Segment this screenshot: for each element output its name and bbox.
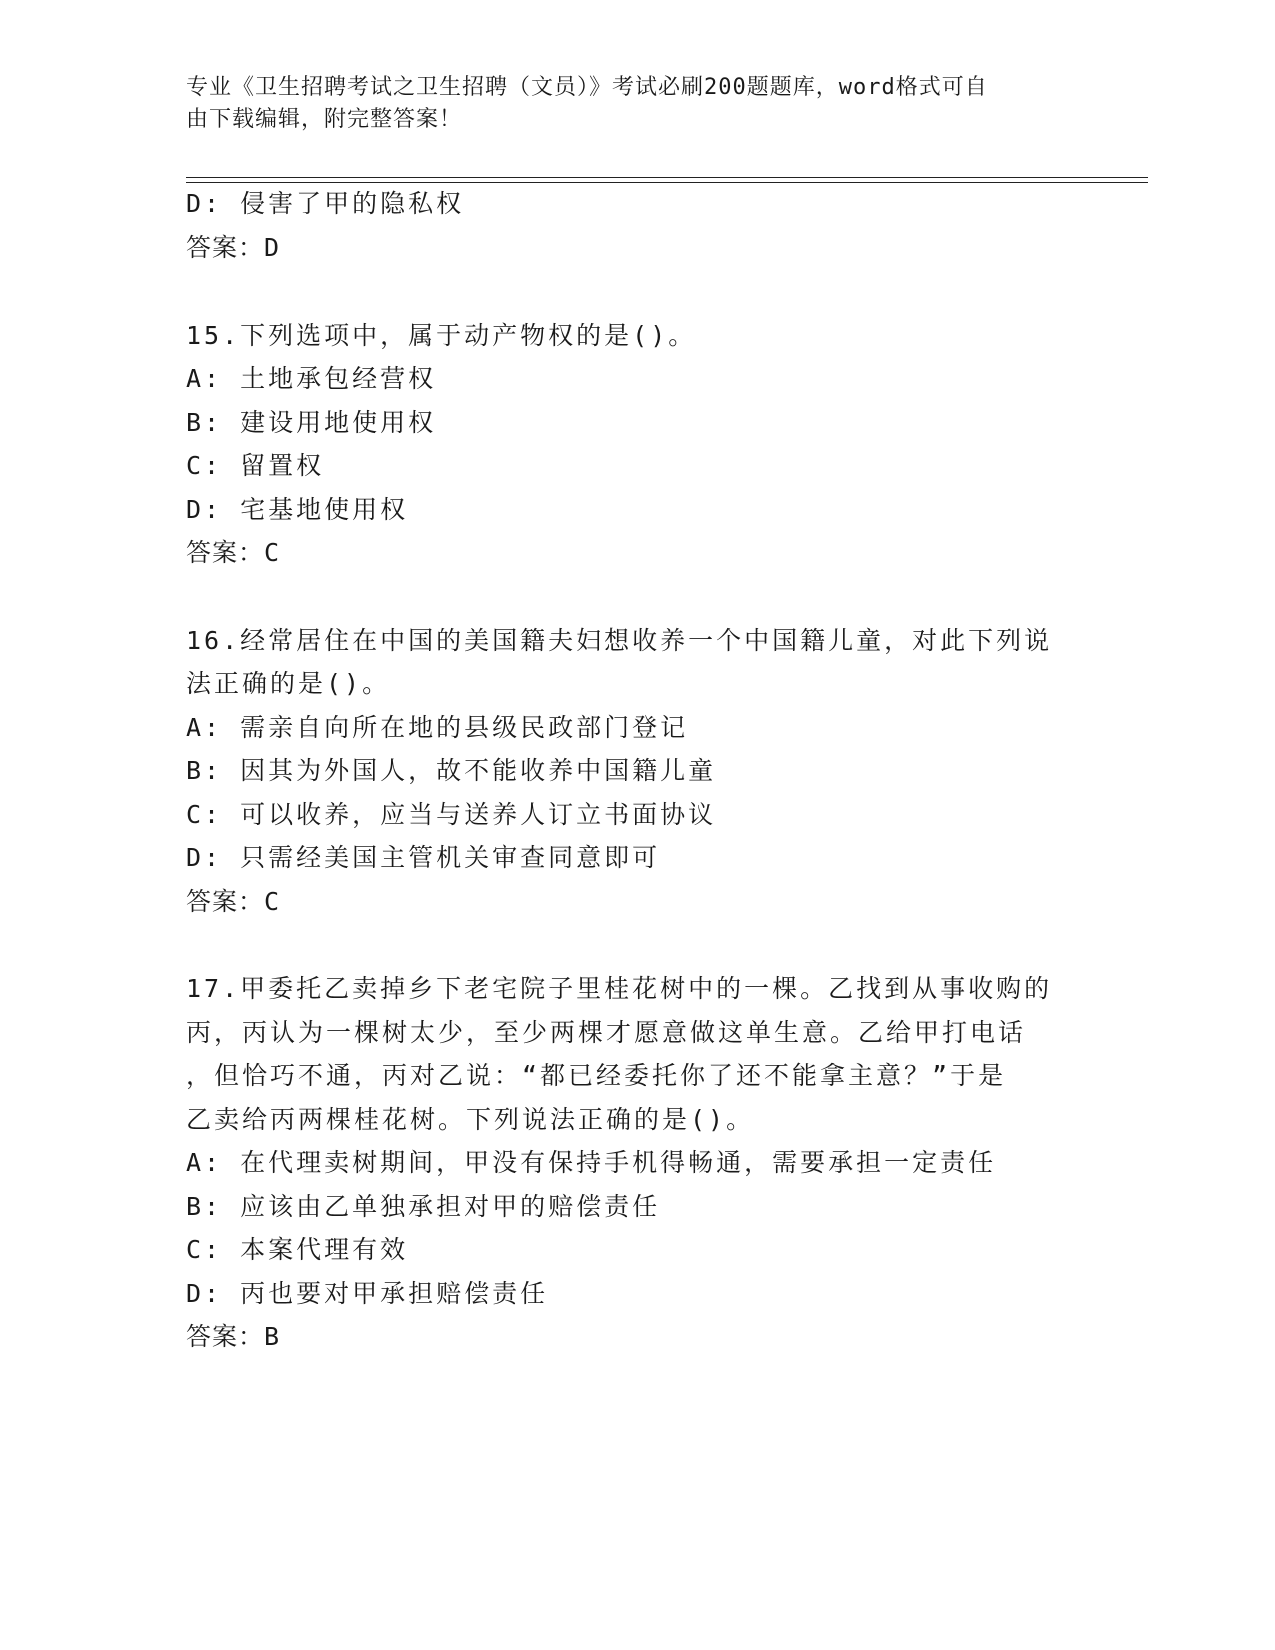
option-line: C: 可以收养，应当与送养人订立书面协议: [186, 800, 717, 829]
option-line: C: 留置权: [186, 451, 325, 480]
option-line: D: 侵害了甲的隐私权: [186, 189, 465, 218]
document-header: [186, 72, 1066, 136]
option-line: D: 丙也要对甲承担赔偿责任: [186, 1279, 549, 1308]
header-line-1: 专业《卫生招聘考试之卫生招聘（文员）》考试必刷200题题库，word格式可自: [186, 75, 988, 100]
answer-line: 答案：B: [186, 1322, 281, 1351]
question-17-cont: 丙，丙认为一棵树太少，至少两棵才愿意做这单生意。乙给甲打电话: [186, 1018, 1027, 1047]
option-line: D: 宅基地使用权: [186, 495, 409, 524]
question-16: 16.经常居住在中国的美国籍夫妇想收养一个中国籍儿童，对此下列说: [186, 626, 1053, 655]
option-line: A: 在代理卖树期间，甲没有保持手机得畅通，需要承担一定责任: [186, 1148, 997, 1177]
question-17-cont: 乙卖给丙两棵桂花树。下列说法正确的是()。: [186, 1105, 755, 1134]
answer-line: 答案：D: [186, 233, 281, 262]
header-divider-top: [186, 177, 1148, 178]
header-line-2: 由下载编辑，附完整答案！: [186, 107, 463, 132]
option-line: D: 只需经美国主管机关审查同意即可: [186, 843, 661, 872]
header-divider-bottom: [186, 182, 1148, 183]
option-line: C: 本案代理有效: [186, 1235, 409, 1264]
option-line: A: 土地承包经营权: [186, 364, 437, 393]
option-line: B: 因其为外国人，故不能收养中国籍儿童: [186, 756, 717, 785]
question-16-cont: 法正确的是()。: [186, 669, 391, 698]
question-17-cont: ，但恰巧不通，丙对乙说：“都已经委托你了还不能拿主意？”于是: [186, 1061, 1007, 1090]
question-17: 17.甲委托乙卖掉乡下老宅院子里桂花树中的一棵。乙找到从事收购的: [186, 974, 1053, 1003]
option-line: B: 建设用地使用权: [186, 408, 437, 437]
question-15: 15.下列选项中，属于动产物权的是()。: [186, 321, 697, 350]
option-line: B: 应该由乙单独承担对甲的赔偿责任: [186, 1192, 661, 1221]
option-line: A: 需亲自向所在地的县级民政部门登记: [186, 713, 689, 742]
answer-line: 答案：C: [186, 887, 281, 916]
answer-line: 答案：C: [186, 538, 281, 567]
